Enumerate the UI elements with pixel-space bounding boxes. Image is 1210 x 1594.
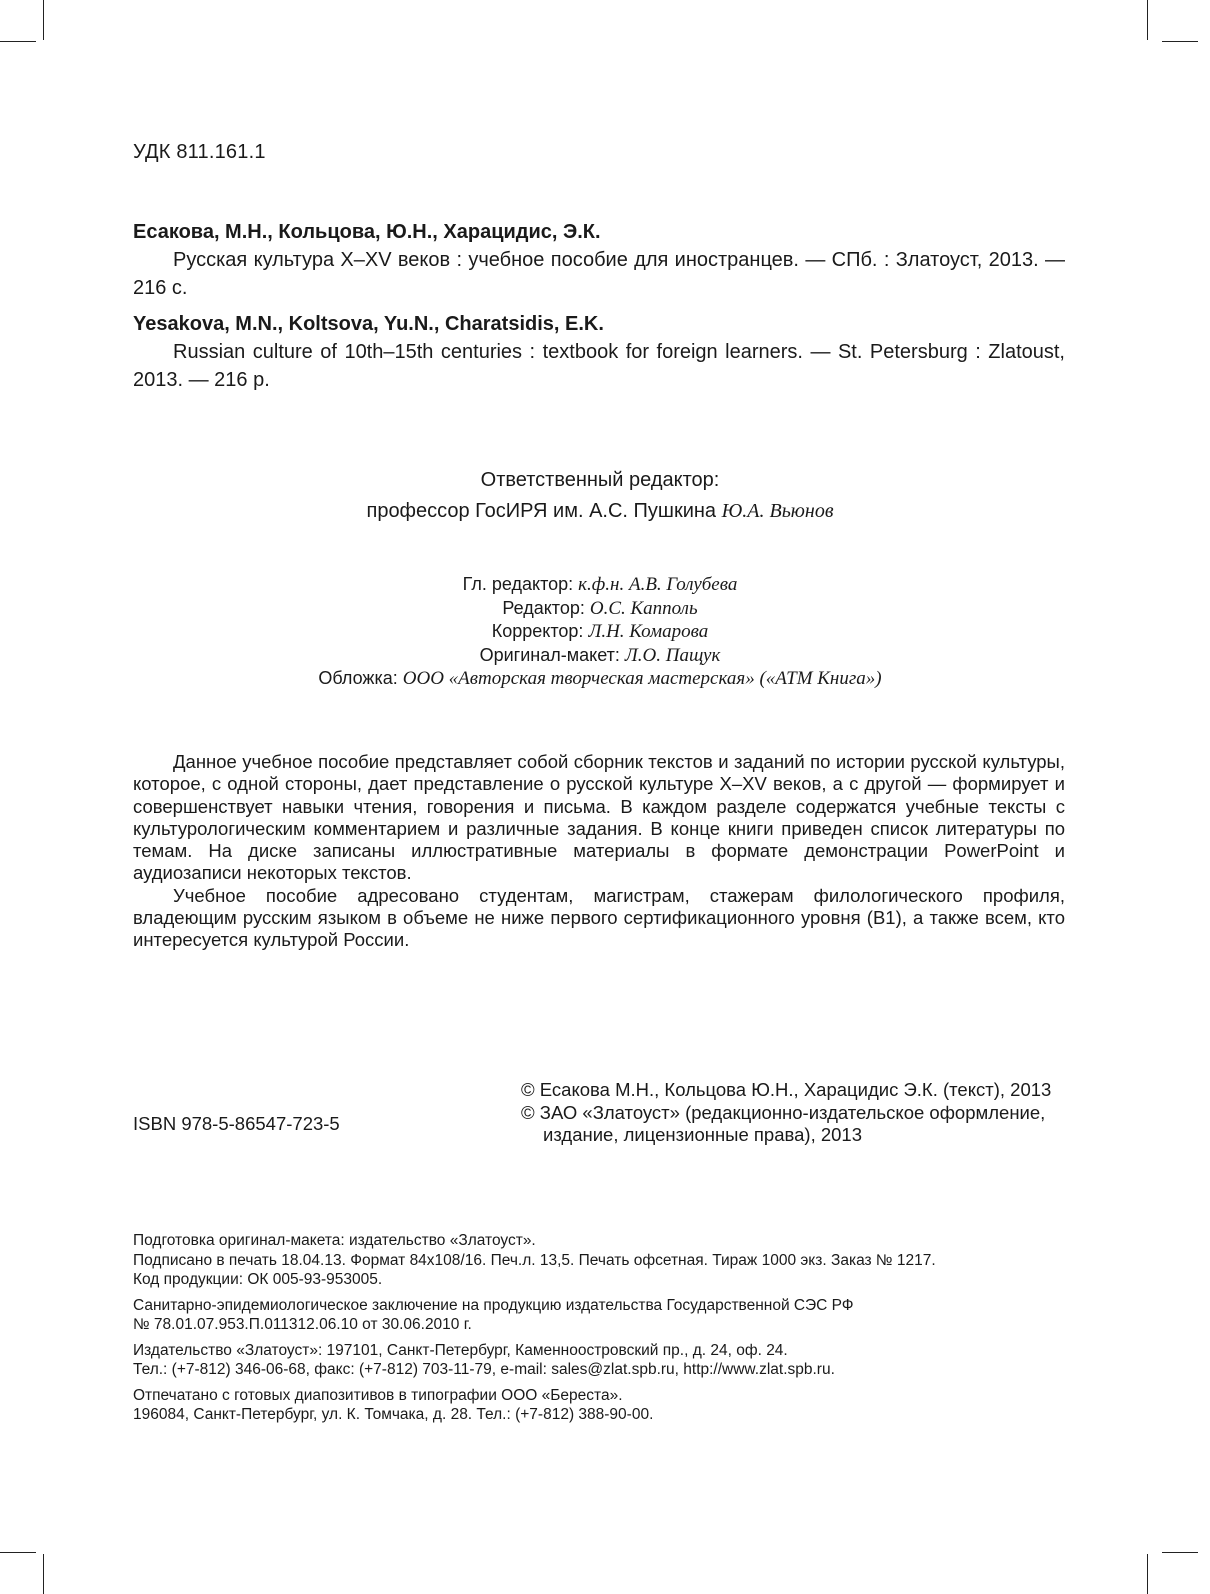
abstract-paragraph: Учебное пособие адресовано студентам, магистрам, стажерам филологического профиля, владеющим русским языком в объеме не ниже первого сертификационного уровня (B1), а также всем, кто интересуется культурой России.: [133, 884, 1065, 951]
authors-english: Yesakova, M.N., Koltsova, Yu.N., Charatsidis, E.K.: [133, 313, 604, 335]
crop-mark-top-left-h: [0, 41, 36, 42]
imprint-line: № 78.01.07.953.П.011312.06.10 от 30.06.2010 г.: [133, 1316, 472, 1333]
imprint-group-publisher: [133, 1341, 1073, 1380]
crop-mark-bottom-right-h: [1162, 1552, 1198, 1553]
credit-line: [190, 573, 1010, 597]
udk-code: УДК 811.161.1: [133, 141, 266, 163]
credit-role: Гл. редактор:: [462, 574, 574, 594]
imprint-line: Издательство «Златоуст»: 197101, Санкт-Петербург, Каменноостровский пр., д. 24, оф. 24.: [133, 1341, 788, 1359]
description-english: Russian culture of 10th–15th centuries : textbook for foreign learners. — St. Petersburg : Zlatoust, 2013. — 216 p.: [133, 341, 1065, 391]
description-russian: Русская культура X–XV веков : учебное пособие для иностранцев. — СПб. : Златоуст, 2013. — 216 с.: [133, 249, 1065, 299]
responsible-editor-line: [190, 496, 1010, 527]
credit-role: Оригинал-макет:: [479, 644, 620, 665]
copyright-line-2: © ЗАО «Златоуст» (редакционно-издательское оформление,: [521, 1101, 1046, 1123]
imprint-group-printer: [133, 1386, 1073, 1425]
crop-mark-bottom-right: [1147, 1554, 1148, 1594]
copyright-block: [521, 1079, 1067, 1147]
responsible-editor-label: Ответственный редактор:: [480, 469, 720, 491]
credits-list: [190, 573, 1010, 691]
copyright-line-3: издание, лицензионные права), 2013: [543, 1124, 862, 1145]
abstract-paragraph: Данное учебное пособие представляет собой сборник текстов и заданий по истории русской культуры, которое, с одной стороны, дает представление о русской культуре X–XV веков, а с другой — формирует и совершенствует навыки чтения, говорения и письма. В каждом разделе содержатся учебные тексты с культурологическим комментарием и различные задания. В конце книги приведен список литературы по темам. На диске записаны иллюстративные материалы в формате демонстрации PowerPoint и аудиозаписи некоторых текстов.: [133, 751, 1065, 884]
credit-role: Редактор:: [502, 597, 585, 618]
crop-mark-top-right: [1147, 0, 1148, 40]
crop-mark-top-right-h: [1162, 41, 1198, 42]
credit-role: Корректор:: [491, 621, 584, 641]
credit-name: к.ф.н. А.В. Голубева: [578, 574, 738, 595]
isbn: ISBN 978-5-86547-723-5: [133, 1113, 340, 1134]
imprint-line: Санитарно-эпидемиологическое заключение на продукцию издательства Государственной СЭС РФ: [133, 1296, 854, 1314]
crop-mark-bottom-left-h: [0, 1552, 36, 1553]
imprint-line: 196084, Санкт-Петербург, ул. К. Томчака, д. 28. Тел.: (+7-812) 388-90-00.: [133, 1406, 654, 1423]
reference-russian: [133, 218, 1065, 302]
imprint-line: Отпечатано с готовых диапозитивов в типографии ООО «Береста».: [133, 1386, 623, 1404]
imprint-line: Код продукции: ОК 005-93-953005.: [133, 1271, 383, 1288]
responsible-editor-position: профессор ГосИРЯ им. А.С. Пушкина: [366, 500, 717, 522]
crop-mark-top-left: [43, 0, 44, 40]
credit-line: [190, 667, 1010, 691]
copyright-line-1: © Есакова М.Н., Кольцова Ю.Н., Харацидис Э.К. (текст), 2013: [521, 1079, 1052, 1100]
credit-name: Л.О. Пащук: [624, 644, 721, 666]
imprint-block: [133, 1231, 1073, 1431]
imprint-line: Подписано в печать 18.04.13. Формат 84х108/16. Печ.л. 13,5. Печать офсетная. Тираж 1000 экз. Заказ № 1217.: [133, 1251, 936, 1269]
credit-role: Обложка:: [318, 668, 398, 688]
credit-name: О.С. Капполь: [589, 597, 698, 619]
responsible-editor-name: Ю.А. Вьюнов: [721, 500, 834, 522]
credit-name: ООО «Авторская творческая мастерская» («АТМ Книга»): [402, 668, 882, 689]
responsible-editor: [190, 465, 1010, 527]
imprint-line: Подготовка оригинал-макета: издательство «Златоуст».: [133, 1232, 536, 1249]
crop-mark-bottom-left: [43, 1554, 44, 1594]
imprint-line: Тел.: (+7-812) 346-06-68, факс: (+7-812) 703-11-79, e-mail: sales@zlat.spb.ru, http://www.zlat.spb.ru.: [133, 1361, 835, 1378]
credit-name: Л.Н. Комарова: [588, 621, 709, 642]
abstract: [133, 751, 1065, 952]
imprint-group-layout: [133, 1231, 1073, 1290]
credit-line: [190, 644, 1010, 668]
imprint-group-sanitary: [133, 1296, 1073, 1335]
authors-russian: Есакова, М.Н., Кольцова, Ю.Н., Харацидис, Э.К.: [133, 221, 601, 243]
reference-english: [133, 310, 1065, 394]
credit-line: [190, 620, 1010, 644]
credit-line: [190, 597, 1010, 621]
